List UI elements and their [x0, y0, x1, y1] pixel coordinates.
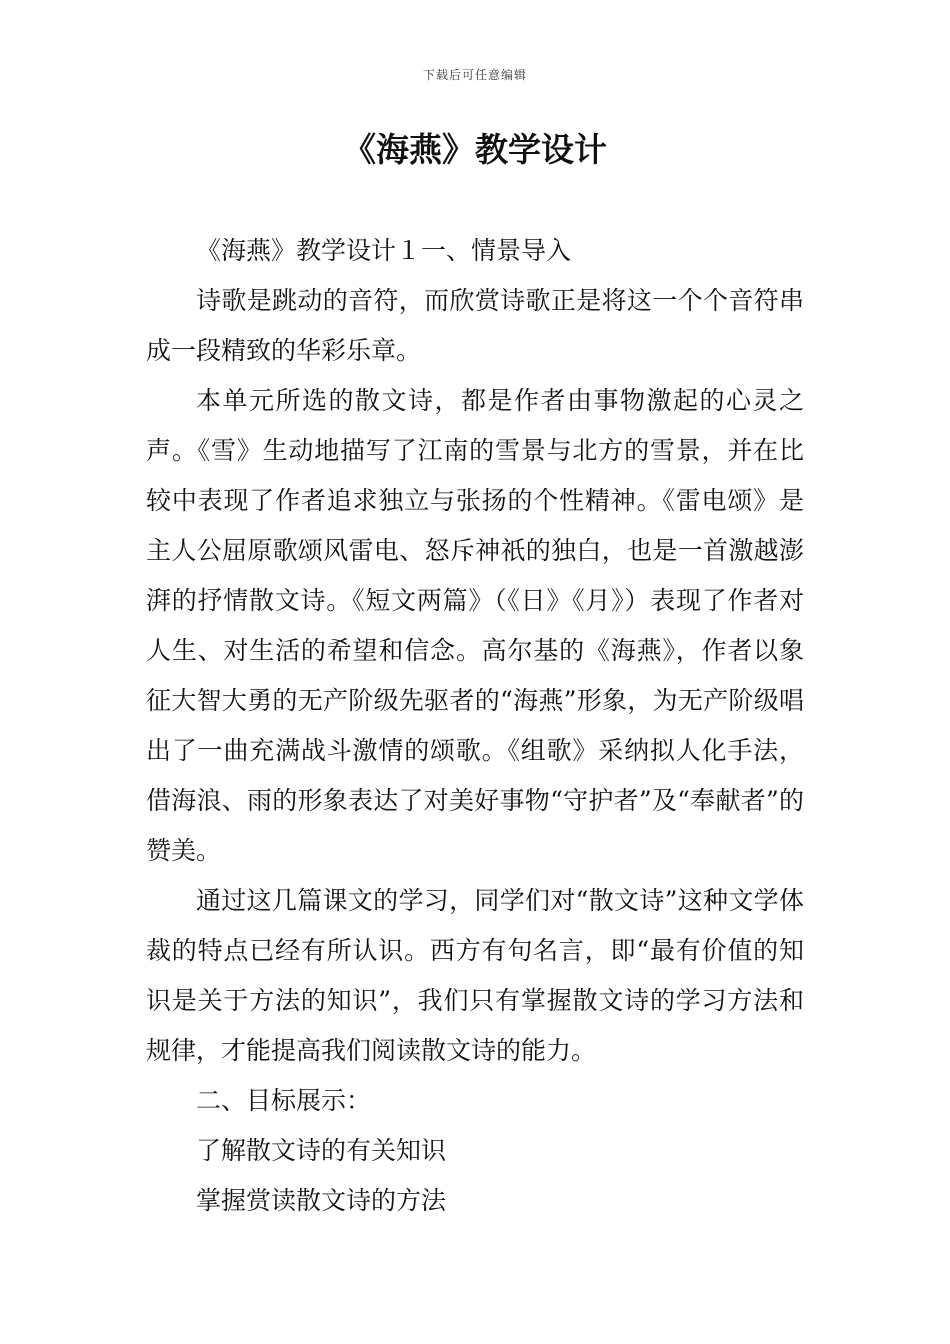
page-title: 《海燕》教学设计: [343, 130, 607, 169]
list-item: 掌握赏读散文诗的方法: [196, 1186, 447, 1215]
paragraph: 通过这几篇课文的学习，同学们对“散文诗”这种文学体裁的特点已经有所认识。西方有句名言，即“最有价值的知识是关于方法的知识”，我们只有掌握散文诗的学习方法和规律，才能提高我们阅读散文诗的能力。: [146, 886, 804, 1065]
header-note: 下载后可任意编辑: [422, 68, 527, 82]
paragraph: 诗歌是跳动的音符，而欣赏诗歌正是将这一个个音符串成一段精致的华彩乐章。: [146, 286, 804, 365]
list-item: 了解散文诗的有关知识: [196, 1136, 447, 1165]
paragraph-intro-heading: 《海燕》教学设计１一、情景导入: [196, 236, 572, 265]
section-heading: 二、目标展示：: [196, 1086, 372, 1115]
document-body: [146, 226, 804, 1226]
paragraph: 本单元所选的散文诗，都是作者由事物激起的心灵之声。《雪》生动地描写了江南的雪景与北方的雪景，并在比较中表现了作者追求独立与张扬的个性精神。《雷电颂》是主人公屈原歌颂风雷电、怒斥神祇的独白，也是一首激越澎湃的抒情散文诗。《短文两篇》（《日》《月》）表现了作者对人生、对生活的希望和信念。高尔基的《海燕》，作者以象征大智大勇的无产阶级先驱者的“海燕”形象，为无产阶级唱出了一曲充满战斗激情的颂歌。《组歌》采纳拟人化手法，借海浪、雨的形象表达了对美好事物“守护者”及“奉献者”的赞美。: [146, 386, 804, 865]
